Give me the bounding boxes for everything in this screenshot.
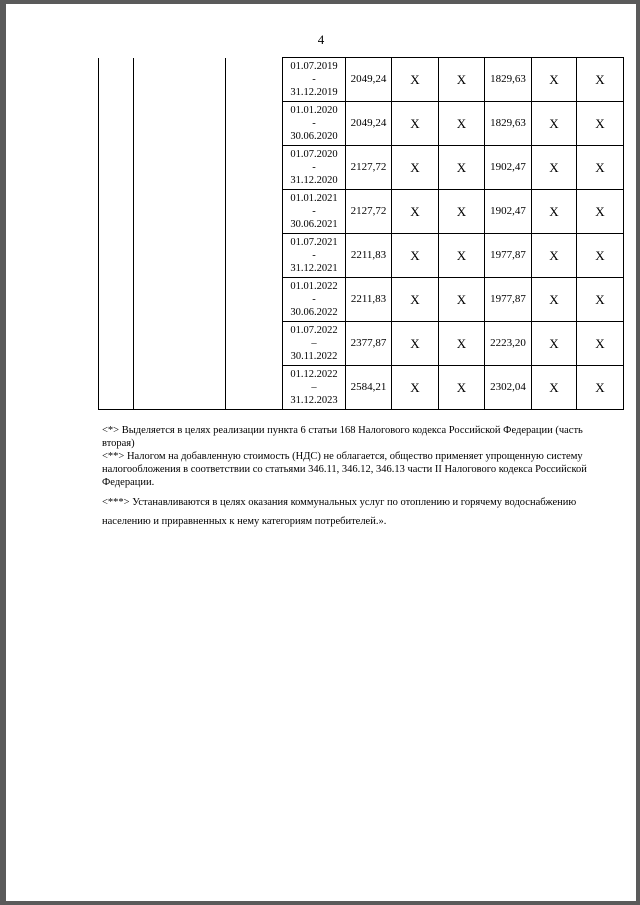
period-cell	[283, 146, 346, 190]
not-applicable-cell: X	[532, 234, 577, 278]
period-to: 30.06.2022	[290, 307, 338, 318]
period-sep: -	[312, 294, 316, 305]
tariff-value-cell: 1902,47	[485, 146, 532, 190]
not-applicable-cell: X	[392, 190, 439, 234]
not-applicable-cell: X	[392, 322, 439, 366]
period-to: 31.12.2019	[290, 87, 338, 98]
not-applicable-cell: X	[392, 366, 439, 410]
period-from: 01.07.2021	[290, 237, 338, 248]
tariff-value-cell: 2049,24	[346, 58, 392, 102]
period-cell	[283, 234, 346, 278]
period-cell	[283, 102, 346, 146]
period-sep: -	[312, 206, 316, 217]
not-applicable-cell: X	[577, 102, 624, 146]
not-applicable-cell: X	[532, 190, 577, 234]
not-applicable-cell: X	[577, 234, 624, 278]
tariff-value-cell: 1977,87	[485, 278, 532, 322]
period-sep: -	[312, 74, 316, 85]
tariff-value-cell: 1829,63	[485, 58, 532, 102]
period-to: 31.12.2021	[290, 263, 338, 274]
period-sep: -	[312, 250, 316, 261]
not-applicable-cell: X	[439, 366, 485, 410]
period-to: 30.06.2021	[290, 219, 338, 230]
period-cell	[283, 366, 346, 410]
period-sep: -	[312, 118, 316, 129]
not-applicable-cell: X	[439, 322, 485, 366]
period-to: 30.11.2022	[290, 351, 338, 362]
period-from: 01.01.2022	[290, 281, 338, 292]
period-sep: –	[311, 338, 317, 349]
period-from: 01.07.2020	[290, 149, 338, 160]
period-cell	[283, 58, 346, 102]
period-from: 01.01.2020	[290, 105, 338, 116]
footnote-vat-allocation: <*> Выделяется в целях реализации пункта 6 статьи 168 Налогового кодекса Российской Федерации (часть вторая)	[102, 425, 583, 449]
not-applicable-cell: X	[577, 278, 624, 322]
tariff-value-cell: 2302,04	[485, 366, 532, 410]
not-applicable-cell: X	[577, 146, 624, 190]
not-applicable-cell: X	[532, 322, 577, 366]
tariff-value-cell: 1902,47	[485, 190, 532, 234]
not-applicable-cell: X	[392, 146, 439, 190]
tariff-value-cell: 2377,87	[346, 322, 392, 366]
document-page	[6, 4, 636, 901]
tariff-table-body	[99, 58, 624, 410]
not-applicable-cell: X	[532, 102, 577, 146]
not-applicable-cell: X	[577, 58, 624, 102]
period-cell	[283, 322, 346, 366]
page-number: 4	[317, 32, 325, 47]
period-from: 01.12.2022	[290, 369, 338, 380]
period-cell	[283, 190, 346, 234]
not-applicable-cell: X	[532, 58, 577, 102]
table-row	[99, 58, 624, 102]
not-applicable-cell: X	[577, 190, 624, 234]
not-applicable-cell: X	[439, 190, 485, 234]
tariff-value-cell: 2211,83	[346, 234, 392, 278]
not-applicable-cell: X	[439, 234, 485, 278]
not-applicable-cell: X	[577, 366, 624, 410]
tariff-value-cell: 2223,20	[485, 322, 532, 366]
footnote-heating-supply: <***> Устанавливаются в целях оказания коммунальных услуг по отоплению и горячему водоснабжению населению и приравненных к нему категориям потребителей.».	[102, 497, 577, 527]
period-to: 31.12.2023	[290, 395, 338, 406]
tariff-value-cell: 2127,72	[346, 190, 392, 234]
tariff-value-cell: 2584,21	[346, 366, 392, 410]
period-from: 01.01.2021	[290, 193, 338, 204]
period-sep: –	[311, 382, 317, 393]
not-applicable-cell: X	[439, 58, 485, 102]
not-applicable-cell: X	[532, 146, 577, 190]
period-to: 30.06.2020	[290, 131, 338, 142]
period-from: 01.07.2022	[290, 325, 338, 336]
merged-empty-cell	[99, 58, 134, 410]
merged-empty-cell	[134, 58, 226, 410]
not-applicable-cell: X	[392, 234, 439, 278]
not-applicable-cell: X	[439, 146, 485, 190]
footnote-vat-exempt: <**> Налогом на добавленную стоимость (НДС) не облагается, общество применяет упрощенную систему налогообложения в соответствии со статьями 346.11, 346.12, 346.13 части II Налогового кодекса Российской Федерации.	[102, 451, 587, 488]
period-to: 31.12.2020	[290, 175, 338, 186]
not-applicable-cell: X	[392, 58, 439, 102]
tariff-value-cell: 1977,87	[485, 234, 532, 278]
tariff-value-cell: 2127,72	[346, 146, 392, 190]
not-applicable-cell: X	[532, 366, 577, 410]
tariff-value-cell: 1829,63	[485, 102, 532, 146]
not-applicable-cell: X	[532, 278, 577, 322]
footnotes	[102, 424, 612, 531]
tariff-value-cell: 2211,83	[346, 278, 392, 322]
period-cell	[283, 278, 346, 322]
period-from: 01.07.2019	[290, 61, 338, 72]
merged-empty-cell	[226, 58, 283, 410]
tariff-value-cell: 2049,24	[346, 102, 392, 146]
not-applicable-cell: X	[577, 322, 624, 366]
period-sep: -	[312, 162, 316, 173]
not-applicable-cell: X	[439, 102, 485, 146]
not-applicable-cell: X	[392, 278, 439, 322]
tariff-table	[98, 57, 624, 410]
not-applicable-cell: X	[392, 102, 439, 146]
not-applicable-cell: X	[439, 278, 485, 322]
